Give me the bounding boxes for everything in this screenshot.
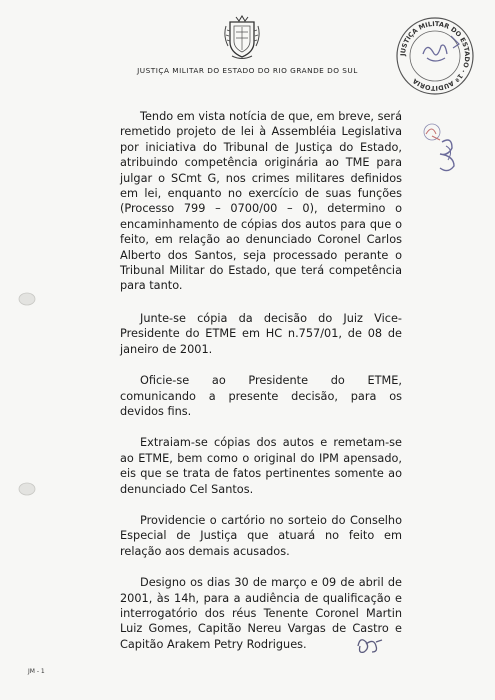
coat-of-arms-icon <box>222 14 262 60</box>
punch-hole <box>16 290 38 308</box>
form-code: JM - 1 <box>28 668 45 675</box>
paragraph: Extraiam-se cópias dos autos e remetam-se ao ETME, bem como o original do IPM apensado, eis que se trata de fatos pertinentes somente ao denunciado Cel Santos. <box>120 436 402 496</box>
handwritten-page-number <box>418 120 468 180</box>
handwritten-initials <box>352 632 386 658</box>
punch-hole <box>16 480 38 498</box>
paragraph: Designo os dias 30 de março e 09 de abril de 2001, às 14h, para a audiência de qualificação e interrogatório dos réus Tenente Coronel Martin Luiz Gomes, Capitão Nereu Vargas de Castro e Capitão Arakem Petry Rodrigues. <box>120 576 402 651</box>
stamp-ring-text: JUSTIÇA MILITAR DO ESTADO · 1ª AUDITORIA <box>398 19 472 93</box>
paragraph: Providencie o cartório no sorteio do Conselho Especial de Justiça que atuará no feito em relação aos demais acusados. <box>120 513 402 558</box>
document-body <box>120 109 402 668</box>
paragraph: Junte-se cópia da decisão do Juiz Vice-Presidente do ETME em HC n.757/01, de 08 de janeiro de 2001. <box>120 311 402 356</box>
paragraph: Oficie-se ao Presidente do ETME, comunicando a presente decisão, para os devidos fins. <box>120 374 402 418</box>
court-stamp <box>393 14 477 98</box>
institution-header: JUSTIÇA MILITAR DO ESTADO DO RIO GRANDE DO SUL <box>137 66 358 75</box>
paragraph: Tendo em vista notícia de que, em breve, será remetido projeto de lei à Assembléia Legislativa por iniciativa do Tribunal de Justiça do Estado, atribuindo competência originária ao TME para julgar o SCmt G, nos crimes militares definidos em lei, enquanto no exercício de suas funções (Processo 799 – 0700/00 – 0), determino o encaminhamento de cópias dos autos para que o feito, em relação ao denunciado Coronel Carlos Alberto dos Santos, seja processado perante o Tribunal Militar do Estado, que terá competência para tanto. <box>120 110 402 293</box>
